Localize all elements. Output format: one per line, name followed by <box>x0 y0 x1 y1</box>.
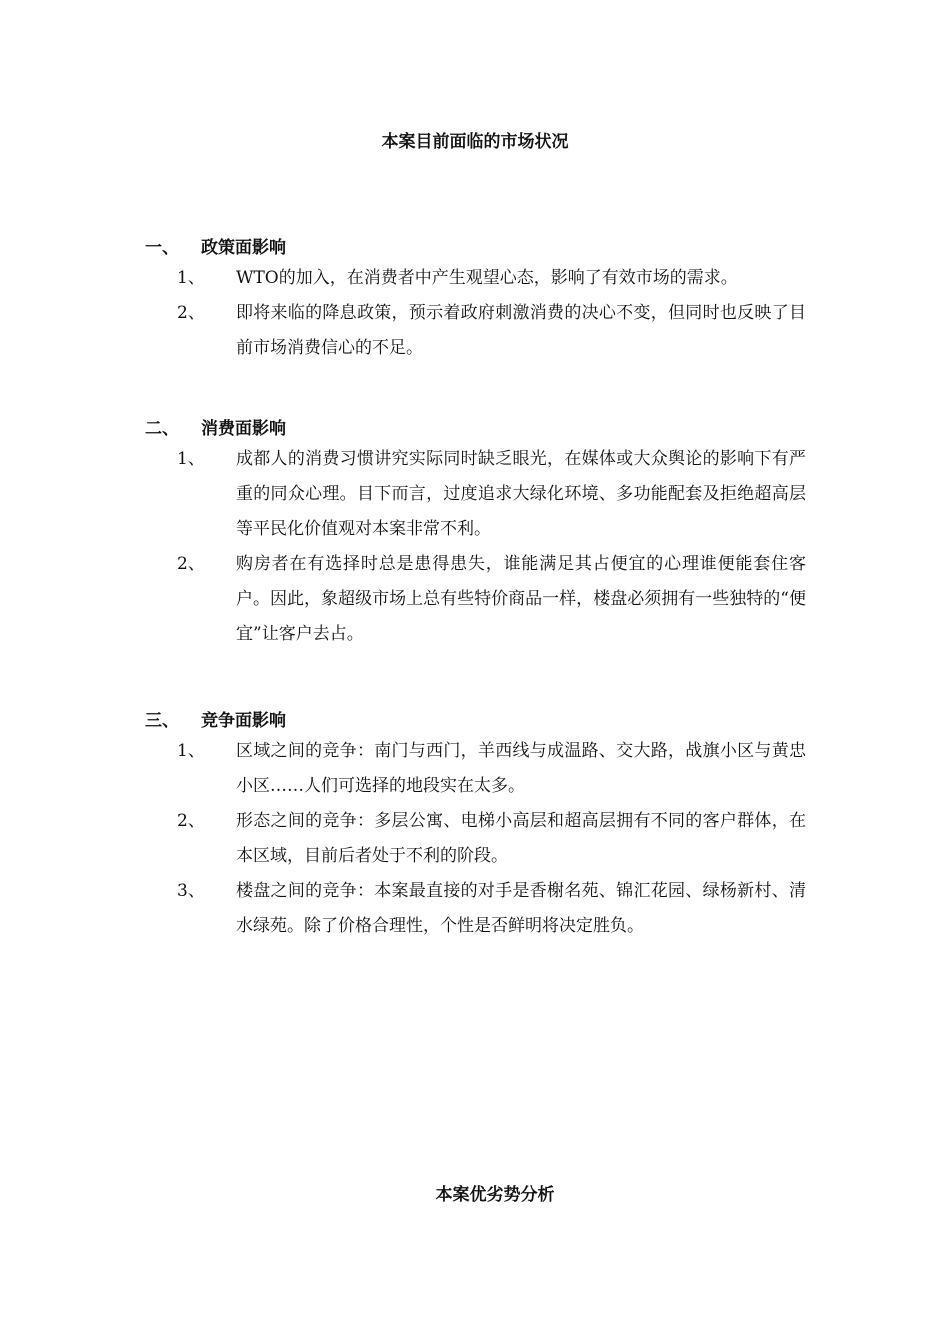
item-number: 1、 <box>177 268 205 288</box>
page-title: 本案目前面临的市场状况 <box>381 132 569 152</box>
item-text: 即将来临的降息政策，预示着政府刺激消费的决心不变，但同时也反映了目前市场消费信心的不足。 <box>236 303 806 358</box>
section-heading <box>0 414 950 442</box>
section-heading <box>0 706 950 734</box>
list-item <box>0 547 806 652</box>
item-text: 区域之间的竞争：南门与西门，羊西线与成温路、交大路，战旗小区与黄忠小区……人们可选择的地段实在太多。 <box>236 741 806 796</box>
item-number: 1、 <box>177 741 205 761</box>
section-label: 竞争面影响 <box>201 711 286 731</box>
next-section-title: 本案优劣势分析 <box>435 1185 555 1205</box>
section-label: 政策面影响 <box>201 238 286 258</box>
item-number: 1、 <box>177 449 205 469</box>
list-item <box>0 804 806 874</box>
section-competition <box>0 706 950 944</box>
list-item <box>0 874 806 944</box>
item-number: 3、 <box>177 881 205 901</box>
section-policy <box>0 233 950 366</box>
section-label: 消费面影响 <box>201 419 286 439</box>
section-number: 二、 <box>145 419 179 439</box>
section-number: 三、 <box>145 711 179 731</box>
list-item <box>0 296 806 366</box>
item-number: 2、 <box>177 811 205 831</box>
item-number: 2、 <box>177 554 205 574</box>
list-item <box>0 442 806 547</box>
list-item <box>0 261 806 296</box>
section-number: 一、 <box>145 238 179 258</box>
list-item <box>0 734 806 804</box>
item-text: 成都人的消费习惯讲究实际同时缺乏眼光，在媒体或大众舆论的影响下有严重的同众心理。目下而言，过度追求大绿化环境、多功能配套及拒绝超高层等平民化价值观对本案非常不利。 <box>236 449 806 539</box>
section-heading <box>0 233 950 261</box>
section-consumption <box>0 414 950 652</box>
item-number: 2、 <box>177 303 205 323</box>
item-text: 楼盘之间的竞争：本案最直接的对手是香榭名苑、锦汇花园、绿杨新村、清水绿苑。除了价格合理性，个性是否鲜明将决定胜负。 <box>236 881 806 936</box>
item-text: 形态之间的竞争：多层公寓、电梯小高层和超高层拥有不同的客户群体，在本区域，目前后者处于不利的阶段。 <box>236 811 806 866</box>
item-text: WTO的加入，在消费者中产生观望心态，影响了有效市场的需求。 <box>236 268 738 288</box>
item-text: 购房者在有选择时总是患得患失，谁能满足其占便宜的心理谁便能套住客户。因此，象超级市场上总有些特价商品一样，楼盘必须拥有一些独特的“便宜”让客户去占。 <box>236 554 806 644</box>
